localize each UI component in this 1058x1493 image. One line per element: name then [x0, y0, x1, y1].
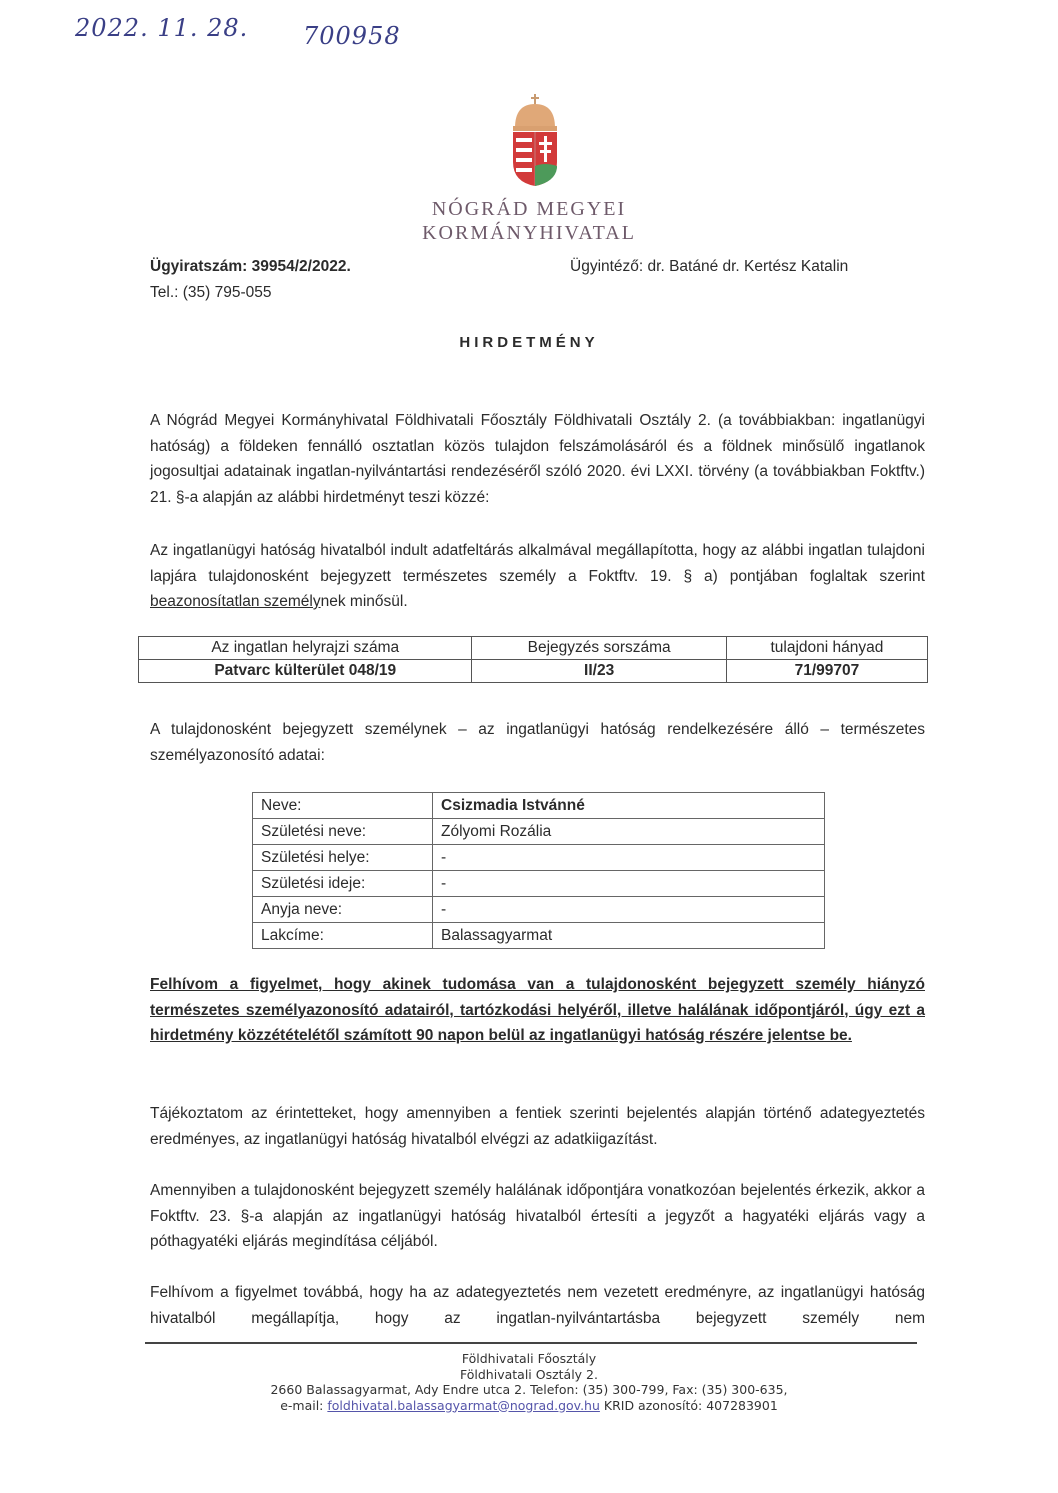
- notice-paragraph: Felhívom a figyelmet, hogy akinek tudomása van a tulajdonosként bejegyzett személy hiányzó természetes személyazonosító adatairól, tartózkodási helyéről, illetve halálának időpontjáról, úgy ezt a hirdetmény közzétételétől számított 90 napon belül az ingatlanügyi hatóság részére jelentse be.: [150, 976, 925, 1044]
- ownership-share: 71/99707: [726, 660, 927, 683]
- case-administrator: Ügyintéző: dr. Batáné dr. Kertész Katalin: [570, 258, 849, 275]
- finding-underlined: beazonosítatlan személy: [150, 593, 321, 610]
- finding-text: Az ingatlanügyi hatóság hivatalból indult adatfeltárás alkalmával megállapította, hogy az alábbi ingatlan tulajdoni lapjára tulajdonosként bejegyzett természetes személy a Foktftv. 19. § a) pontjában foglaltak szerint: [150, 542, 925, 585]
- krid-id: KRID azonosító: 407283901: [599, 1397, 778, 1413]
- org-name-line1: NÓGRÁD MEGYEI: [431, 198, 627, 220]
- entry-number: II/23: [472, 660, 726, 683]
- footer: [0, 1351, 1058, 1413]
- footer-department: Földhivatali Főosztály: [461, 1351, 597, 1366]
- row-label: Anyja neve:: [253, 897, 433, 923]
- parcel-number: Patvarc külterület 048/19: [139, 660, 472, 683]
- row-value: Csizmadia Istvánné: [433, 793, 825, 819]
- row-value: Balassagyarmat: [433, 923, 825, 949]
- phone-number: Tel.: (35) 795-055: [150, 284, 272, 301]
- person-intro-paragraph: A tulajdonosként bejegyzett személynek – az ingatlanügyi hatóság rendelkezésére álló – természetes személyazonosító adatai:: [150, 721, 925, 764]
- finding-paragraph: [150, 538, 925, 615]
- row-value: -: [433, 897, 825, 923]
- case-number: Ügyiratszám: 39954/2/2022.: [150, 258, 351, 275]
- header-cell: Bejegyzés sorszáma: [472, 637, 726, 660]
- footer-contact: [0, 1398, 1058, 1414]
- header-cell: Az ingatlan helyrajzi száma: [139, 637, 472, 660]
- info-paragraph: Tájékoztatom az érintetteket, hogy amennyiben a fentiek szerinti bejelentés alapján történő adategyeztetés eredményes, az ingatlanügyi hatóság hivatalból elvégzi az adatkiigazítást.: [150, 1105, 925, 1148]
- table-row: [253, 845, 825, 871]
- handwritten-date: 2022. 11. 28.: [75, 14, 249, 42]
- table-row: [253, 871, 825, 897]
- org-name-line2: KORMÁNYHIVATAL: [422, 222, 636, 244]
- handwritten-number: 700958: [303, 22, 401, 50]
- further-paragraph: Felhívom a figyelmet továbbá, hogy ha az adategyeztetés nem vezetett eredményre, az ingatlanügyi hatóság hivatalból megállapítja, hogy az ingatlan-nyilvántartásba bejegyzett személy nem: [150, 1284, 925, 1327]
- footer-address: 2660 Balassagyarmat, Ady Endre utca 2. Telefon: (35) 300-799, Fax: (35) 300-635,: [270, 1382, 788, 1397]
- death-paragraph: Amennyiben a tulajdonosként bejegyzett személy halálának időpontjára vonatkozóan bejelentés érkezik, akkor a Foktftv. 23. §-a alapján az ingatlanügyi hatóság hivatalból értesíti a jegyzőt a hagyatéki eljárás vagy a póthagyatéki eljárás megindítása céljából.: [150, 1182, 925, 1250]
- row-value: -: [433, 845, 825, 871]
- finding-text-end: nek minősül.: [320, 593, 408, 610]
- row-label: Lakcíme:: [253, 923, 433, 949]
- row-value: Zólyomi Rozália: [433, 819, 825, 845]
- property-table: [138, 636, 928, 683]
- table-row: [253, 923, 825, 949]
- row-label: Születési helye:: [253, 845, 433, 871]
- coat-of-arms-icon: [507, 92, 563, 188]
- table-header-row: [139, 637, 928, 660]
- table-row: [253, 793, 825, 819]
- document-title: HIRDETMÉNY: [459, 334, 599, 351]
- email-label: e-mail:: [280, 1397, 328, 1413]
- header-cell: tulajdoni hányad: [726, 637, 927, 660]
- person-table: [252, 792, 825, 949]
- intro-paragraph: A Nógrád Megyei Kormányhivatal Földhivatali Főosztály Földhivatali Osztály 2. (a továbbiakban: ingatlanügyi hatóság) a földeken fennálló osztatlan közös tulajdon felszámolásáról és a földnek minősülő ingatlanok jogosultjai adatainak ingatlan-nyilvántartási rendezéséről szóló 2020. évi LXXI. törvény (a továbbiakban Foktftv.) 21. §-a alapján az alábbi hirdetményt teszi közzé:: [150, 412, 925, 506]
- row-label: Születési ideje:: [253, 871, 433, 897]
- row-label: Neve:: [253, 793, 433, 819]
- email-link[interactable]: foldhivatal.balassagyarmat@nograd.gov.hu: [327, 1397, 600, 1413]
- table-row: [139, 660, 928, 683]
- row-label: Születési neve:: [253, 819, 433, 845]
- table-row: [253, 819, 825, 845]
- footer-divider: [145, 1342, 917, 1344]
- table-row: [253, 897, 825, 923]
- row-value: -: [433, 871, 825, 897]
- footer-office: Földhivatali Osztály 2.: [460, 1366, 598, 1382]
